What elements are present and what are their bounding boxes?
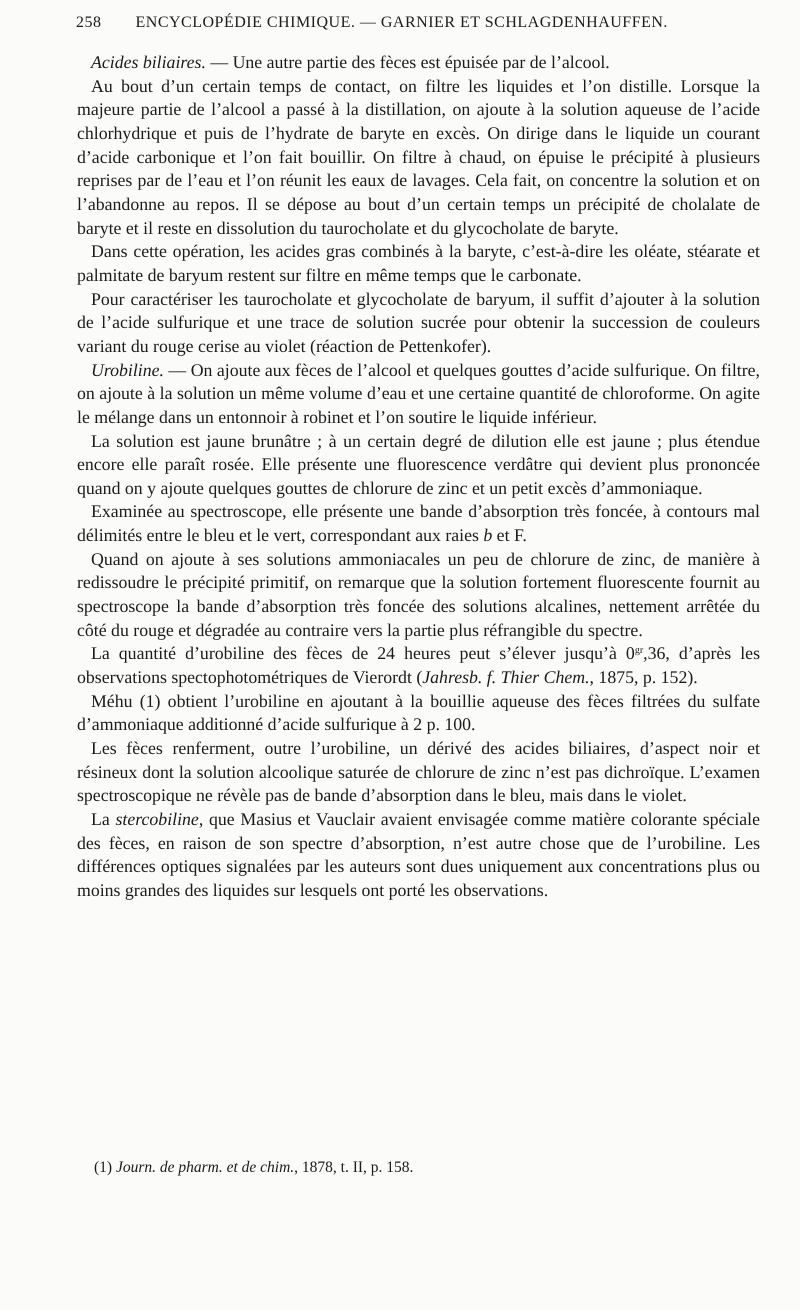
body-text bbox=[77, 51, 760, 903]
paragraph: Les fèces renferment, outre l’urobiline, un dérivé des acides biliaires, d’aspect noir et résineux dont la solution alcoolique saturée de chlorure de zinc n’est pas dichroïque. L’examen spectroscopique ne révèle pas de bande d’absorption dans le bleu, mais dans le violet. bbox=[77, 738, 760, 806]
citation: Jahresb. f. Thier Chem. bbox=[422, 667, 590, 688]
paragraph-acides-biliaires: Acides biliaires. — Une autre partie des fèces est épuisée par de l’alcool. bbox=[91, 52, 610, 72]
footnote: (1) Journ. de pharm. et de chim., 1878, t. II, p. 158. bbox=[94, 1159, 414, 1176]
footnote-marker: (1) bbox=[94, 1159, 113, 1176]
section-heading-urobiline: Urobiline. bbox=[91, 359, 164, 380]
paragraph: Méhu (1) obtient l’urobiline en ajoutant à la bouillie aqueuse des fèces filtrées du sulfate d’ammoniaque additionné d’acide sulfurique à 2 p. 100. bbox=[77, 690, 760, 735]
paragraph: Dans cette opération, les acides gras combinés à la baryte, c’est-à-dire les oléate, stéarate et palmitate de baryum restent sur filtre en même temps que le carbonate. bbox=[77, 241, 760, 285]
paragraph: Quand on ajoute à ses solutions ammoniacales un peu de chlorure de zinc, de manière à redissoudre le précipité primitif, on remarque que la solution fortement fluorescente fournit au spectroscope la bande d’absorption très foncée des solutions alcalines, nettement arrêtée du côté du rouge et dégradée au contraire vers la partie plus réfrangible du spectre. bbox=[77, 548, 760, 640]
paragraph: La solution est jaune brunâtre ; à un certain degré de dilution elle est jaune ; plus étendue encore elle paraît rosée. Elle présente une fluorescence verdâtre qui devient plus prononcée quand on y ajoute quelques gouttes de chlorure de zinc et un petit excès d’ammoniaque. bbox=[77, 430, 760, 498]
running-header bbox=[76, 14, 776, 32]
running-title: ENCYCLOPÉDIE CHIMIQUE. — GARNIER ET SCHLAGDENHAUFFEN. bbox=[135, 14, 668, 31]
paragraph: La quantité d’urobiline des fèces de 24 heures peut s’élever jusqu’à $0^{gr},36$, d’après les observations spectophotométriques de Vierordt (Jahresb. f. Thier Chem., 1875, p. 152). bbox=[77, 643, 760, 688]
paragraph-stercobiline: La stercobiline, que Masius et Vauclair avaient envisagée comme matière colorante spéciale des fèces, en raison de son spectre d’absorption, n’est autre chose que de l’urobiline. Les différences optiques signalées par les auteurs sont dues uniquement aux concentrations plus ou moins grandes des liquides sur lesquels ont porté les observations. bbox=[77, 809, 761, 900]
paragraph-urobiline: Urobiline. — On ajoute aux fèces de l’alcool et quelques gouttes d’acide sulfurique. On filtre, on ajoute à la solution un même volume d’eau et une certaine quantité de chloroforme. On agite le mélange dans un entonnoir à robinet et l’on soutire le liquide inférieur. bbox=[77, 359, 760, 427]
footnote-source: Journ. de pharm. et de chim. bbox=[115, 1159, 295, 1176]
page-number: 258 bbox=[76, 14, 102, 31]
paragraph: Examinée au spectroscope, elle présente une bande d’absorption très foncée, à contours mal délimités entre le bleu et le vert, correspondant aux raies b et F. bbox=[77, 501, 760, 546]
term-stercobiline: stercobiline bbox=[115, 809, 199, 829]
paragraph: Pour caractériser les taurocholate et glycocholate de baryum, il suffit d’ajouter à la solution de l’acide sulfurique et une trace de solution sucrée pour obtenir la succession de couleurs variant du rouge cerise au violet (réaction de Pettenkofer). bbox=[77, 288, 760, 356]
section-heading-acides-biliaires: Acides biliaires. bbox=[91, 52, 206, 72]
paragraph: Au bout d’un certain temps de contact, on filtre les liquides et l’on distille. Lorsque la majeure partie de l’alcool a passé à la distillation, on ajoute à la solution aqueuse de l’acide chlorhydrique et puis de l’hydrate de baryte en excès. On dirige dans le liquide un courant d’acide carbonique et l’on fait bouillir. On filtre à chaud, on épuise le précipité à plusieurs reprises par de l’eau et l’on réunit les eaux de lavages. Cela fait, on concentre la solution et on l’abandonne au repos. Il se dépose au bout d’un certain temps un précipité de cholalate de baryte et il reste en dissolution du taurocholate et du glycocholate de baryte. bbox=[77, 75, 760, 238]
